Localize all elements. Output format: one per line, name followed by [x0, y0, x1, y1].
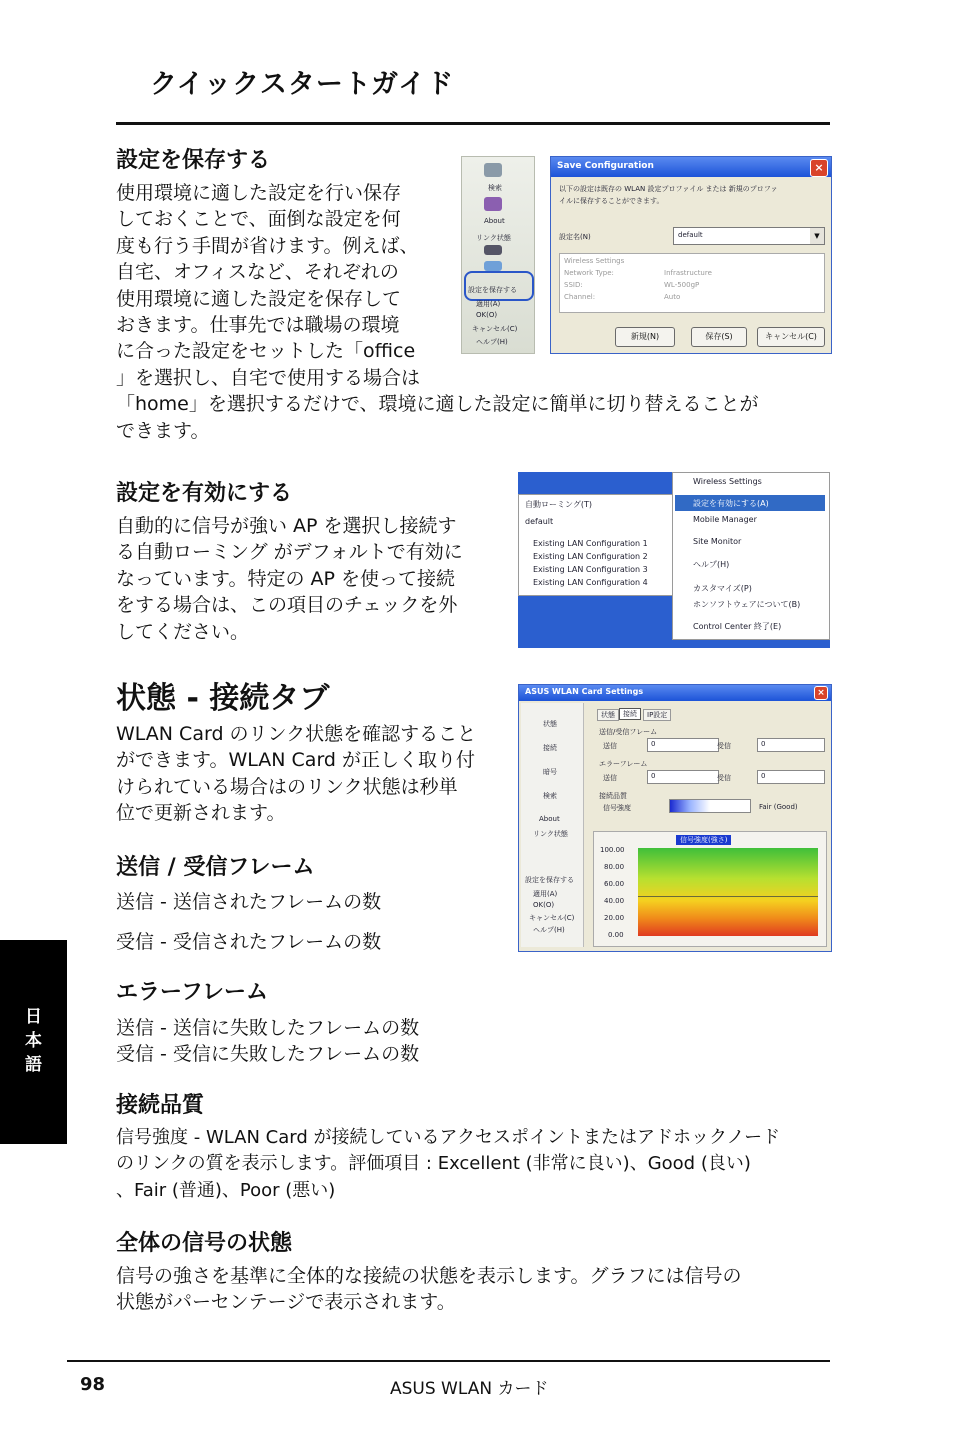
quality-line: 信号強度 - WLAN Card が接続しているアクセスポイントまたはアドホックノード — [116, 1127, 781, 1148]
toolbar-label: 検索 — [488, 184, 502, 192]
guide-title: クイックスタートガイド — [150, 69, 455, 100]
signal-line — [638, 896, 818, 897]
overall-line: 状態がパーセンテージで表示されます。 — [116, 1291, 456, 1314]
page-number: 98 — [80, 1374, 106, 1395]
status-line: 位で更新されます。 — [116, 802, 286, 825]
frames-rx: 受信 - 受信されたフレームの数 — [116, 931, 382, 953]
signal-strength-fill — [670, 800, 710, 812]
y-tick: 100.00 — [600, 846, 625, 854]
menu-item-help[interactable]: ヘルプ(H) — [693, 560, 730, 569]
y-tick: 60.00 — [604, 880, 625, 888]
side-tab-char: 本 — [25, 1031, 42, 1051]
save-line: 使用環境に適した設定を保存して — [116, 287, 402, 310]
side-label: ヘルプ(H) — [533, 926, 565, 934]
save-line: 「home」を選択するだけで、環境に適した設定に簡単に切り替えることが — [116, 393, 759, 416]
wlan-status-screenshot — [518, 684, 832, 952]
errors-tx: 送信 - 送信に失敗したフレームの数 — [116, 1017, 420, 1039]
chevron-down-icon[interactable]: ▼ — [810, 228, 824, 244]
side-label: 検索 — [543, 792, 557, 800]
menu-item-config[interactable]: Existing LAN Configuration 3 — [533, 565, 648, 574]
y-tick: 0.00 — [608, 931, 624, 939]
save-config-dialog — [550, 156, 832, 354]
errors-heading: エラーフレーム — [116, 980, 269, 1005]
save-line: 度も行う手間が省けます。例えば、 — [116, 234, 419, 257]
enable-line: なっています。特定の AP を使って接続 — [116, 567, 456, 590]
language-side-tab — [0, 940, 67, 1144]
footer-rule — [67, 1360, 830, 1362]
tx-error-label: 送信 — [603, 774, 617, 782]
menu-item-site-monitor[interactable]: Site Monitor — [693, 537, 742, 546]
graph-area — [638, 848, 818, 936]
y-tick: 80.00 — [604, 863, 625, 871]
status-body — [116, 721, 476, 827]
toolbar-label: ヘルプ(H) — [476, 338, 508, 346]
link-status-icon — [484, 245, 502, 255]
y-tick: 40.00 — [604, 897, 625, 905]
quality-line: のリンクの質を表示します。評価項目 : Excellent (非常に良い)、Good (良い) — [116, 1153, 751, 1175]
tx-label: 送信 — [603, 742, 617, 750]
tx-errors-value: 0 — [651, 772, 656, 780]
save-line: 自宅、オフィスなど、それぞれの — [116, 261, 399, 284]
side-label: 状態 — [543, 720, 557, 728]
frames-heading: 送信 / 受信フレーム — [116, 855, 315, 880]
save-line: おきます。仕事先では職場の環境 — [116, 314, 400, 337]
header-rule — [116, 122, 830, 125]
overall-heading: 全体の信号の状態 — [116, 1231, 293, 1256]
enable-body — [116, 513, 463, 645]
side-tab-char: 日 — [25, 1007, 42, 1027]
overall-line: 信号の強さを基準に全体的な接続の状態を表示します。グラフには信号の — [116, 1265, 742, 1287]
signal-label: 信号強度 — [603, 804, 631, 812]
status-line: WLAN Card のリンク状態を確認すること — [116, 723, 477, 745]
toolbar-label: OK(O) — [476, 311, 498, 319]
dialog-message: 以下の設定は既存の WLAN 設定プロファイル または 新規のプロファ — [559, 185, 778, 193]
group-frames: 送信/受信フレーム — [599, 728, 658, 736]
menu-item-default[interactable]: default — [525, 517, 554, 526]
settings-value: Infrastructure — [664, 269, 712, 277]
signal-value: Fair (Good) — [759, 803, 798, 811]
side-label: 暗号 — [543, 768, 557, 776]
side-label: リンク状態 — [533, 830, 568, 838]
status-line: けられている場合はのリンク状態は秒単 — [116, 775, 458, 798]
close-icon[interactable]: × — [810, 159, 828, 177]
dialog-message: イルに保存することができます。 — [559, 197, 664, 205]
side-label: キャンセル(C) — [529, 914, 575, 922]
tab-status[interactable]: 状態 — [597, 709, 619, 721]
about-icon — [484, 197, 502, 211]
network-icon — [484, 261, 502, 271]
quality-line: 、Fair (普通)、Poor (悪い) — [116, 1179, 336, 1201]
y-tick: 20.00 — [604, 914, 625, 922]
settings-value: WL-500gP — [664, 281, 700, 289]
cancel-button[interactable]: キャンセル(C) — [757, 327, 825, 347]
graph-title: 信号強度(強さ) — [676, 835, 731, 845]
menu-item-auto-roaming[interactable]: 自動ローミング(T) — [525, 500, 592, 509]
side-label: 設定を保存する — [525, 876, 574, 884]
side-label: 適用(A) — [533, 890, 558, 898]
search-icon — [484, 163, 502, 177]
enable-line: 自動的に信号が強い AP を選択し接続す — [116, 515, 457, 537]
save-button[interactable]: 保存(S) — [691, 327, 747, 347]
side-label: About — [539, 815, 560, 823]
menu-item-enable-settings[interactable]: 設定を有効にする(A) — [693, 499, 769, 508]
menu-item-config[interactable]: Existing LAN Configuration 1 — [533, 539, 648, 548]
rx-label: 受信 — [717, 742, 731, 750]
quality-heading: 接続品質 — [116, 1093, 205, 1118]
group-quality: 接続品質 — [599, 792, 627, 800]
name-label: 設定名(N) — [559, 233, 591, 241]
signal-strength-bar — [669, 799, 751, 813]
close-icon[interactable]: × — [814, 686, 828, 700]
quality-body — [116, 1125, 780, 1204]
tx-errors-field — [647, 770, 719, 784]
save-line: 使用環境に適した設定を行い保存 — [116, 182, 402, 204]
dialog-titlebar — [551, 157, 831, 177]
status-heading: 状態 - 接続タブ — [116, 681, 330, 716]
save-line: に合った設定をセットした「office — [116, 340, 416, 363]
footer-title: ASUS WLAN カード — [390, 1379, 549, 1399]
settings-preview — [559, 253, 825, 313]
save-line: しておくことで、面倒な設定を何 — [116, 208, 401, 231]
overall-body — [116, 1263, 741, 1316]
menu-item-config[interactable]: Existing LAN Configuration 4 — [533, 578, 648, 587]
side-label: 接続 — [543, 744, 557, 752]
settings-row: Channel: — [564, 293, 596, 301]
status-line: ができます。WLAN Card が正しく取り付 — [116, 749, 476, 772]
toolbar-label: キャンセル(C) — [472, 325, 518, 333]
settings-row: SSID: — [564, 281, 583, 289]
settings-value: Auto — [664, 293, 681, 301]
rx-frames-field — [757, 738, 825, 752]
settings-row: Wireless Settings — [564, 257, 625, 265]
menu-item-customize[interactable]: カスタマイズ(P) — [693, 584, 752, 593]
enable-line: してください。 — [116, 620, 250, 643]
tx-frames-value: 0 — [651, 740, 656, 748]
menu-item-about[interactable]: ホンソフトウェアについて(B) — [693, 600, 801, 609]
roaming-submenu — [518, 494, 674, 596]
side-tab-char: 語 — [25, 1055, 42, 1075]
enable-line: る自動ローミング がデフォルトで有効に — [116, 541, 463, 564]
save-line: 」を選択し、自宅で使用する場合は — [116, 366, 421, 389]
side-label: OK(O) — [533, 901, 555, 909]
save-heading: 設定を保存する — [116, 148, 271, 173]
save-toolbar-screenshot — [461, 156, 535, 354]
main-context-menu — [672, 472, 830, 640]
status-side-toolbar — [521, 703, 584, 947]
errors-rx: 受信 - 受信に失敗したフレームの数 — [116, 1043, 420, 1065]
dialog-title: Save Configuration — [557, 161, 654, 171]
enable-heading: 設定を有効にする — [116, 481, 293, 506]
signal-graph — [593, 831, 827, 947]
toolbar-label: リンク状態 — [476, 234, 511, 242]
menu-item-mobile-manager[interactable]: Mobile Manager — [693, 515, 757, 524]
name-select[interactable] — [673, 227, 825, 245]
frames-tx: 送信 - 送信されたフレームの数 — [116, 891, 382, 913]
context-menu-screenshot — [518, 472, 830, 648]
tx-frames-field — [647, 738, 719, 752]
name-value: default — [678, 231, 703, 239]
rx-error-label: 受信 — [717, 774, 731, 782]
status-window-title: ASUS WLAN Card Settings — [525, 687, 644, 696]
toolbar-label: About — [484, 217, 505, 225]
new-button[interactable]: 新規(N) — [615, 327, 675, 347]
toolbar-label: 適用(A) — [476, 300, 501, 308]
menu-item-config[interactable]: Existing LAN Configuration 2 — [533, 552, 648, 561]
toolbar-label: 設定を保存する — [468, 286, 517, 294]
tab-connection[interactable]: 接続 — [619, 708, 641, 720]
save-line: できます。 — [116, 419, 210, 442]
group-errors: エラーフレーム — [599, 760, 648, 768]
status-titlebar — [519, 685, 831, 701]
tab-ip[interactable]: IP設定 — [643, 709, 671, 721]
menu-item-exit[interactable]: Control Center 終了(E) — [693, 622, 782, 631]
rx-frames-value: 0 — [761, 740, 766, 748]
menu-item-wireless-settings[interactable]: Wireless Settings — [693, 477, 762, 486]
settings-row: Network Type: — [564, 269, 614, 277]
enable-line: をする場合は、この項目のチェックを外 — [116, 594, 458, 617]
rx-errors-value: 0 — [761, 772, 766, 780]
rx-errors-field — [757, 770, 825, 784]
